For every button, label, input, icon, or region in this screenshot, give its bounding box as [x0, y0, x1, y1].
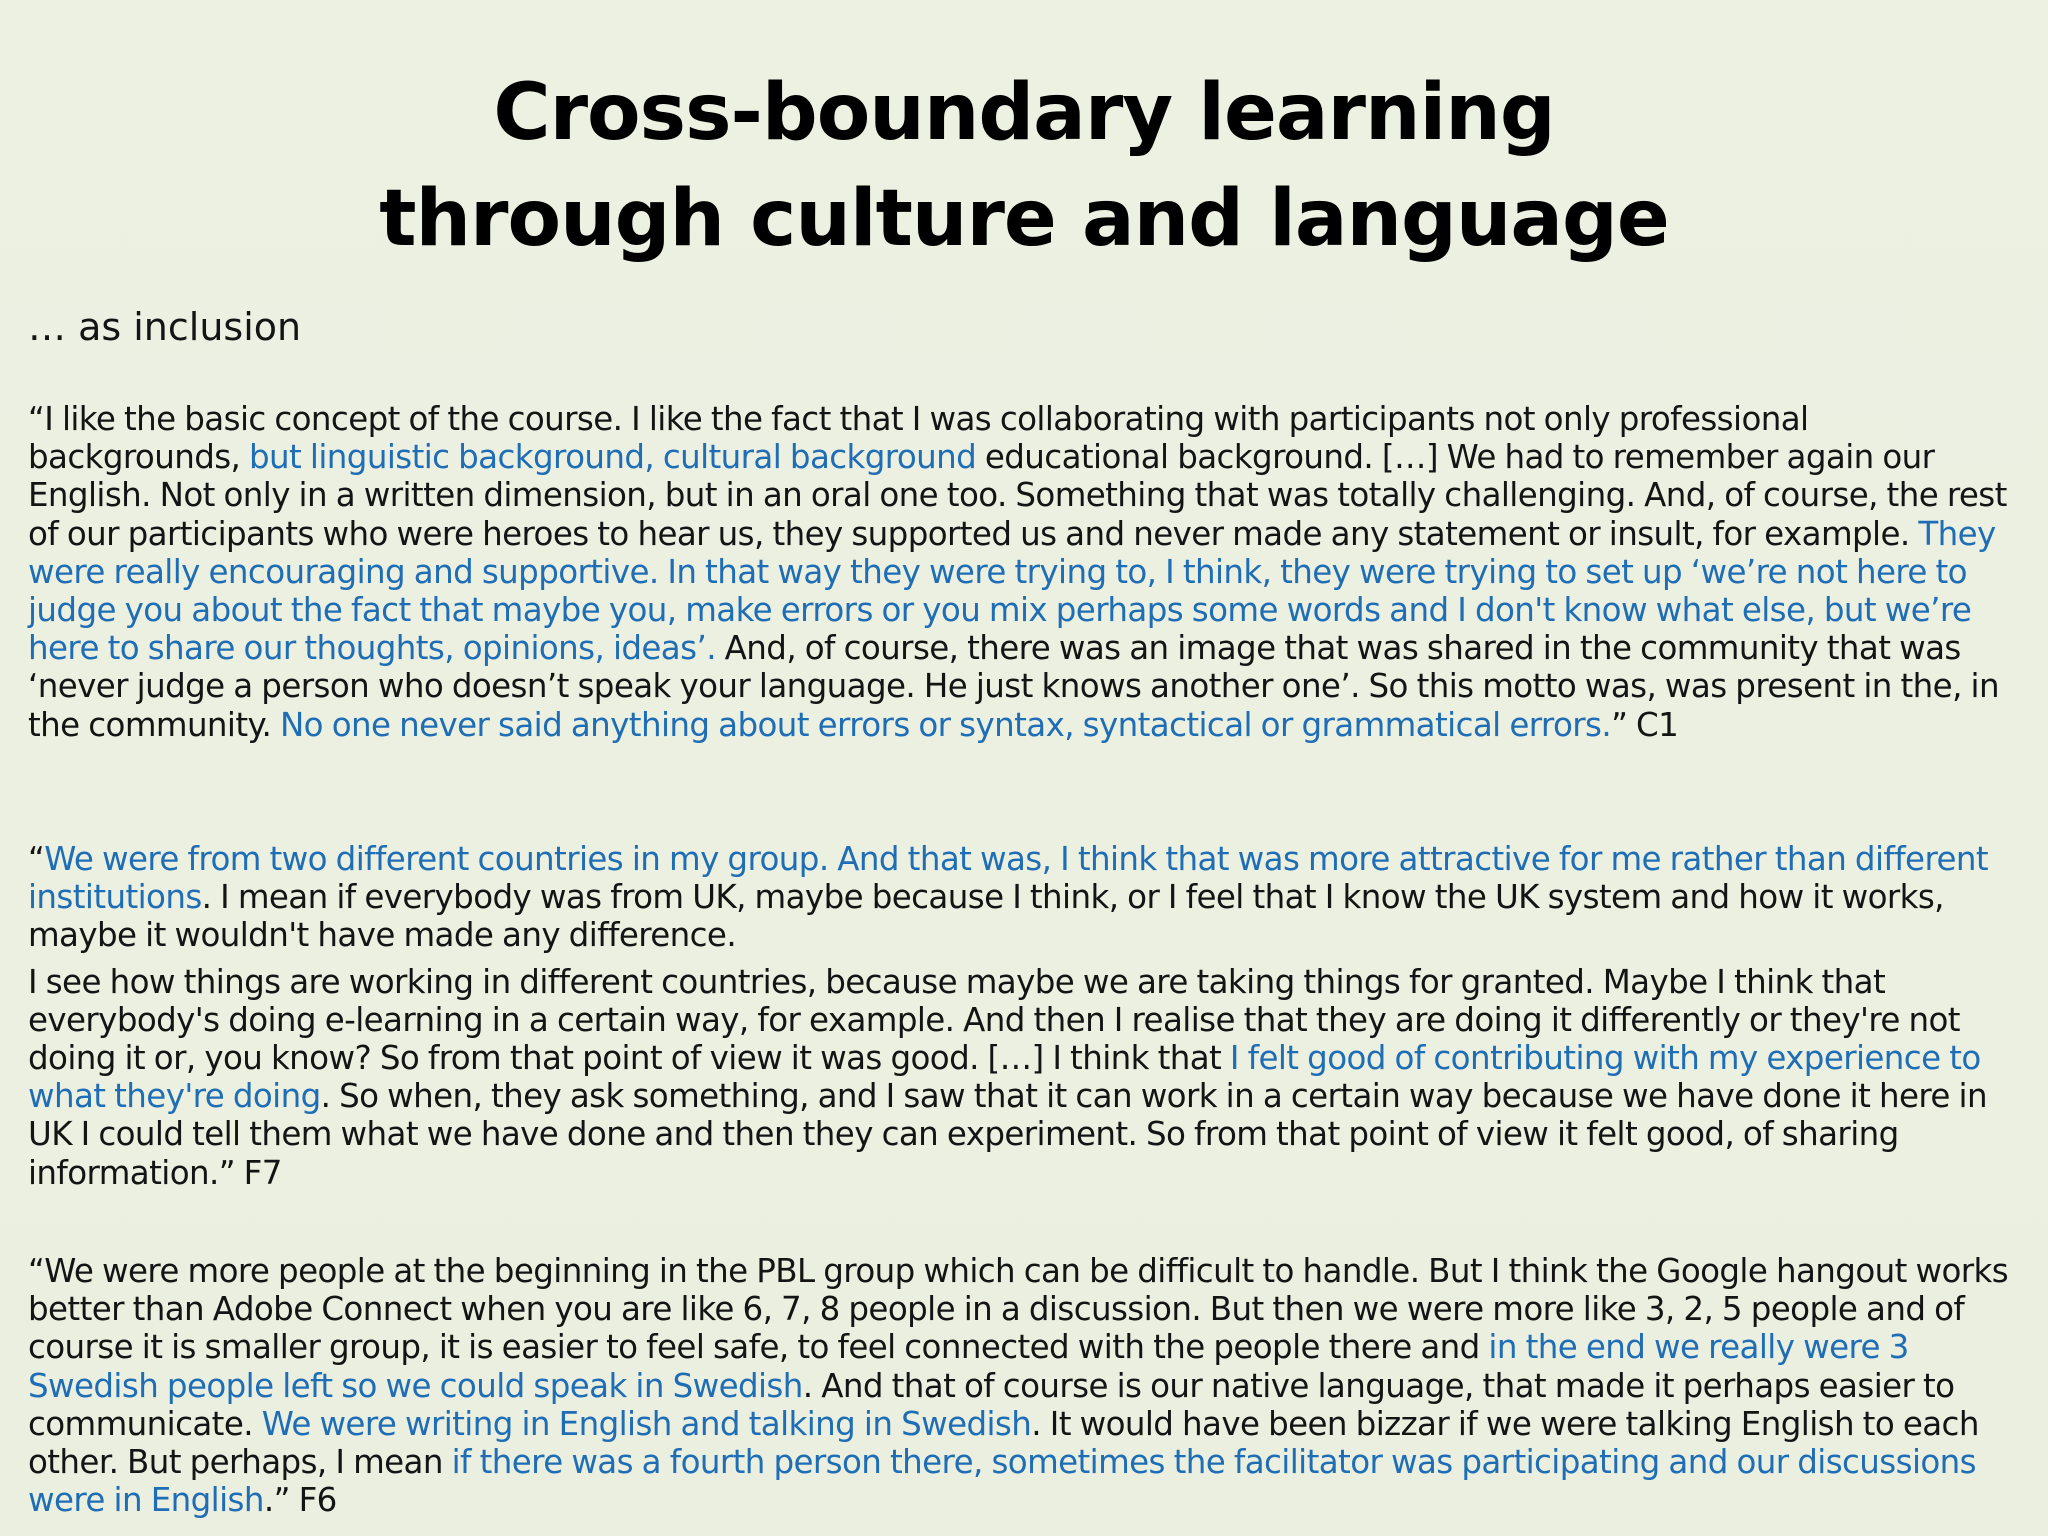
quote-highlight: but linguistic background, cultural background: [249, 438, 977, 477]
quote-segment: . It would have been bizzar if we were talking English to each other. But perhaps, I mean: [28, 1404, 1979, 1482]
quote-attribution: . So when, they ask something, and I saw that it can work in a certain way because we have done it here in UK I could tell them what we have done and then they can experiment. So from that point of view it felt good, of sharing information.” F7: [28, 1077, 1987, 1192]
slide-subtitle: … as inclusion: [28, 305, 302, 349]
quote-segment: “: [28, 840, 45, 878]
quote-highlight: if there was a fourth person there, sometimes the facilitator was participating and our discussions were in English: [28, 1443, 1977, 1520]
quote-segment: . I mean if everybody was from UK, maybe because I think, or I feel that I know the UK system and how it works, maybe it wouldn't have made any difference.: [28, 878, 1944, 955]
title-line-2: through culture and language: [379, 174, 1669, 264]
quote-segment: “We were more people at the beginning in the PBL group which can be difficult to handle. But I think the Google hangout works better than Adobe Connect when you are like 6, 7, 8 people in a discussion. But then we were more like 3, 2, 5 people and of course it is smaller group, it is easier to feel safe, to feel connected with the people there and: [28, 1252, 2009, 1367]
quote-f7-paragraph-1: [28, 840, 2024, 955]
quote-attribution: ” C1: [1611, 705, 1679, 744]
slide-title: [0, 60, 2048, 272]
quote-highlight: We were from two different countries in my group. And that was, I think that was more attractive for me rather than different institutions: [28, 840, 1989, 917]
quote-highlight: No one never said anything about errors or syntax, syntactical or grammatical errors.: [279, 705, 1612, 744]
quote-highlight: I felt good of contributing with my experience to what they're doing: [28, 1039, 1981, 1116]
quote-segment: I see how things are working in different countries, because maybe we are taking things for granted. Maybe I think that everybody's doing e-learning in a certain way, for example. And then I realise that they are doing it differently or they're not doing it or, you know? So from that point of view it was good. […] I think that: [28, 962, 1960, 1078]
quote-segment: “I like the basic concept of the course. I like the fact that I was collaborating with participants not only professional backgrounds,: [28, 400, 1809, 477]
quote-attribution: .” F6: [263, 1481, 337, 1520]
quote-f6-paragraph: [28, 1252, 2024, 1519]
quote-segment: . And that of course is our native language, that made it perhaps easier to communicate.: [28, 1366, 1955, 1443]
quote-f7-paragraph-2: [28, 963, 2024, 1192]
quote-f7: [28, 840, 2024, 1192]
quote-segment: educational background. […] We had to remember again our English. Not only in a written dimension, but in an oral one too. Something that was totally challenging. And, of course, the rest of our participants who were heroes to hear us, they supported us and never made any statement or insult, for example.: [28, 438, 2007, 553]
quote-segment: And, of course, there was an image that was shared in the community that was ‘never judge a person who doesn’t speak your language. He just knows another one’. So this motto was, was present in the, in the community.: [28, 629, 1999, 744]
quote-highlight: They were really encouraging and supportive. In that way they were trying to, I think, they were trying to set up ‘we’re not here to judge you about the fact that maybe you, make errors or you mix perhaps some words and I don't know what else, but we’re here to share our thoughts, opinions, ideas’.: [28, 514, 1996, 668]
quote-highlight: in the end we really were 3 Swedish people left so we could speak in Swedish: [28, 1328, 1909, 1405]
quote-c1-paragraph: [28, 400, 2024, 744]
quote-c1: [28, 400, 2024, 744]
quote-highlight: We were writing in English and talking in Swedish: [261, 1404, 1032, 1443]
quote-f6: [28, 1252, 2024, 1519]
title-line-1: Cross-boundary learning: [493, 68, 1555, 158]
